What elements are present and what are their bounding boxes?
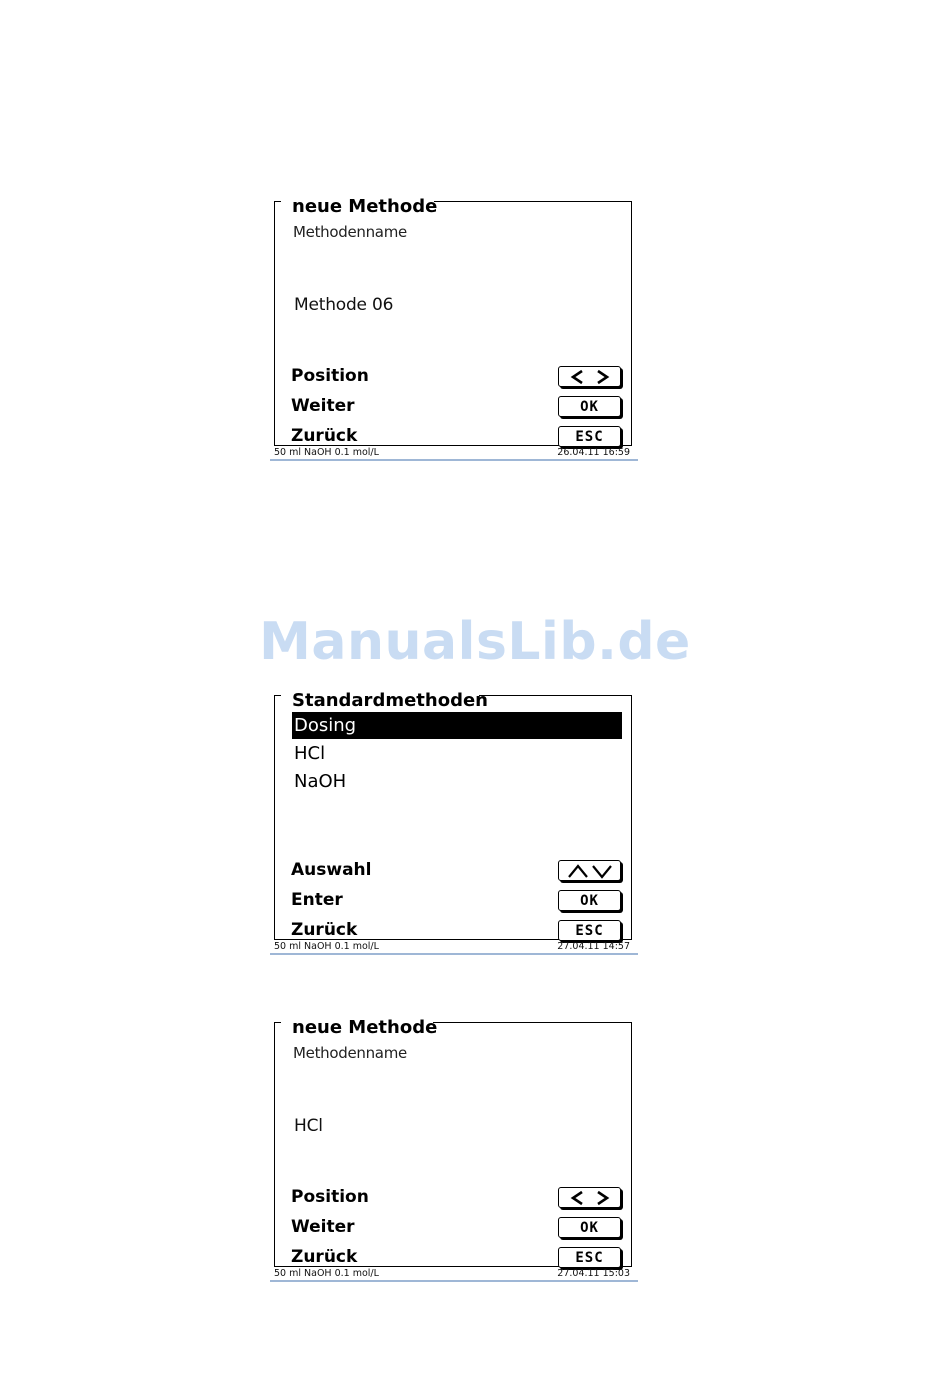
status-datetime: 27.04.11 14:57: [557, 941, 630, 952]
left-right-arrows-icon: [565, 1190, 615, 1206]
status-divider: [270, 1280, 638, 1282]
status-bar: [270, 1267, 638, 1281]
esc-key[interactable]: ESC: [558, 1247, 621, 1268]
next-label: Weiter: [291, 1217, 355, 1237]
status-reagent: 50 ml NaOH 0.1 mol/L: [274, 941, 379, 952]
position-label: Position: [291, 366, 369, 386]
dialog-frame: [274, 690, 632, 940]
select-label: Auswahl: [291, 860, 372, 880]
status-divider: [270, 459, 638, 461]
standard-methods-screen: [270, 687, 638, 963]
dialog-frame: [274, 196, 632, 446]
method-name-screen: [270, 1014, 638, 1290]
ok-key[interactable]: OK: [558, 890, 621, 911]
next-label: Weiter: [291, 396, 355, 416]
status-reagent: 50 ml NaOH 0.1 mol/L: [274, 1268, 379, 1279]
method-name-screen: [270, 193, 638, 469]
back-label: Zurück: [291, 1247, 358, 1267]
left-right-arrows-icon: [565, 369, 615, 385]
position-arrows-key[interactable]: [558, 1187, 621, 1208]
up-down-arrows-key[interactable]: [558, 860, 621, 881]
method-name-input[interactable]: HCl: [294, 1116, 323, 1136]
field-label: Methodenname: [293, 1044, 407, 1062]
position-arrows-key[interactable]: [558, 366, 621, 387]
dialog-title: Standardmethoden: [292, 690, 491, 712]
dialog-title: neue Methode: [292, 196, 440, 218]
status-datetime: 26.04.11 16:59: [557, 447, 630, 458]
dialog-frame: [274, 1017, 632, 1267]
enter-label: Enter: [291, 890, 343, 910]
list-item[interactable]: NaOH: [294, 771, 347, 792]
back-label: Zurück: [291, 426, 358, 446]
field-label: Methodenname: [293, 223, 407, 241]
status-datetime: 27.04.11 15:03: [557, 1268, 630, 1279]
watermark: ManualsLib.de: [259, 612, 691, 672]
ok-key[interactable]: OK: [558, 1217, 621, 1238]
up-down-arrows-icon: [563, 863, 617, 879]
status-divider: [270, 953, 638, 955]
status-reagent: 50 ml NaOH 0.1 mol/L: [274, 447, 379, 458]
list-item[interactable]: Dosing: [292, 712, 622, 739]
position-label: Position: [291, 1187, 369, 1207]
ok-key[interactable]: OK: [558, 396, 621, 417]
list-item[interactable]: HCl: [294, 743, 326, 764]
esc-key[interactable]: ESC: [558, 920, 621, 941]
esc-key[interactable]: ESC: [558, 426, 621, 447]
back-label: Zurück: [291, 920, 358, 940]
status-bar: [270, 446, 638, 460]
dialog-title: neue Methode: [292, 1017, 440, 1039]
method-name-input[interactable]: Methode 06: [294, 295, 394, 315]
status-bar: [270, 940, 638, 954]
